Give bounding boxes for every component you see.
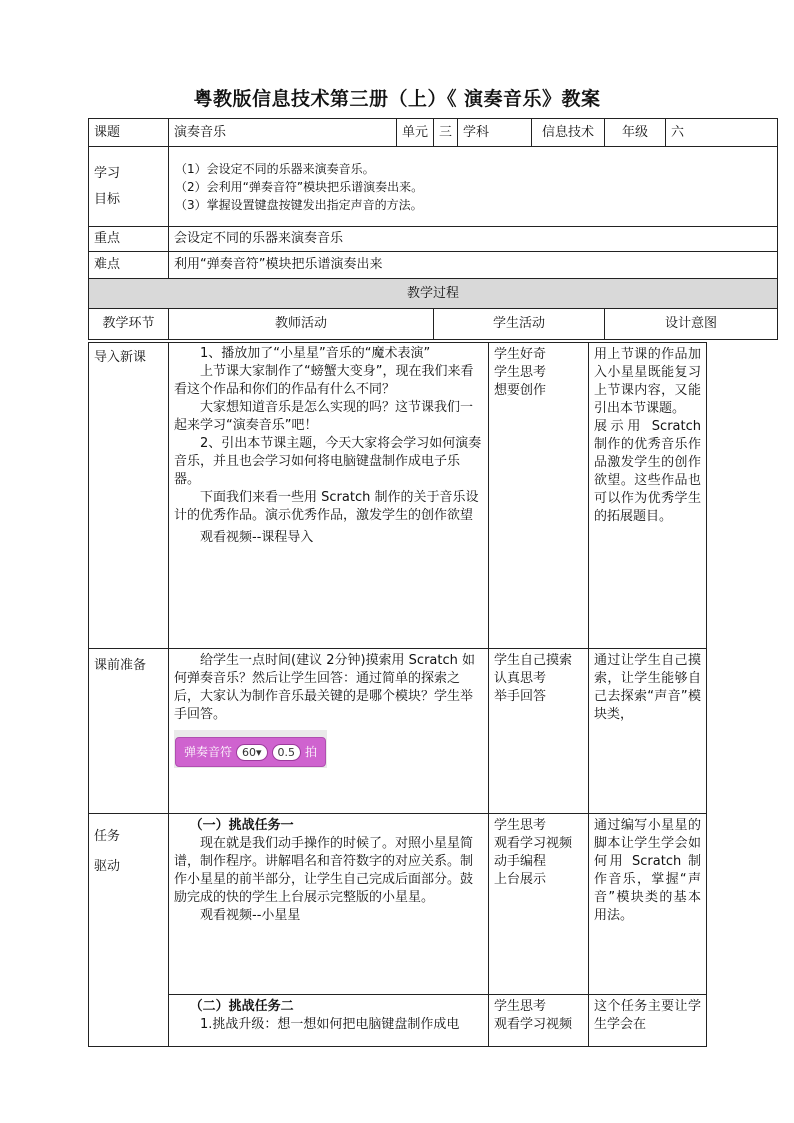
design-intent-prep: 通过让学生自己摸索，让学生能够自己去探索“声音”模块类，: [589, 649, 707, 814]
key-point-value: 会设定不同的乐器来演奏音乐: [169, 227, 778, 252]
difficulty-label: 难点: [89, 252, 169, 279]
subject-label: 学科: [458, 119, 532, 147]
student-activity-task2: 学生思考 观看学习视频: [489, 995, 589, 1047]
design-intent-intro: 用上节课的作品加入小星星既能复习上节课内容，又能引出本节课题。 展示用 Scratch 制作的优秀音乐作品激发学生的创作欲望。这些作品也可以作为优秀学生的拓展题目。: [589, 343, 707, 649]
process-row-task1: [89, 814, 707, 995]
beats-input: 0.5: [272, 744, 302, 761]
column-header-intent: 设计意图: [605, 309, 778, 340]
objective-item: （1）会设定不同的乐器来演奏音乐。: [175, 161, 375, 176]
unit-label: 单元: [397, 119, 434, 147]
column-header-teacher: 教师活动: [169, 309, 434, 340]
stage-task: 任务 驱动: [89, 814, 169, 1047]
subject-value: 信息技术: [532, 119, 605, 147]
process-row-intro: [89, 343, 707, 649]
objectives-row: [89, 147, 778, 227]
objective-item: （2）会利用“弹奏音符”模块把乐谱演奏出来。: [175, 179, 424, 194]
student-activity-intro: 学生好奇 学生思考 想要创作: [489, 343, 589, 649]
design-intent-task2: 这个任务主要让学生学会在: [589, 995, 707, 1047]
process-heading-row: [89, 279, 778, 309]
objective-item: （3）掌握设置键盘按键发出指定声音的方法。: [175, 197, 423, 212]
difficulty-value: 利用“弹奏音符”模块把乐谱演奏出来: [169, 252, 778, 279]
difficulty-row: [89, 252, 778, 279]
teacher-activity-prep: 给学生一点时间(建议 2分钟)摸索用 Scratch 如何弹奏音乐？然后让学生回答：通过简单的探索之后，大家认为制作音乐最关键的是哪个模块？学生举手回答。 弹奏音符 60▾ 0.5 拍: [169, 649, 489, 814]
topic-value: 演奏音乐: [169, 119, 397, 147]
grade-label: 年级: [605, 119, 666, 147]
objectives-label: 学习 目标: [89, 147, 169, 227]
design-intent-task1: 通过编写小星星的脚本让学生学会如何用 Scratch 制作音乐，掌握“声音”模块类的基本用法。: [589, 814, 707, 995]
topic-label: 课题: [89, 119, 169, 147]
key-point-row: [89, 227, 778, 252]
teacher-activity-task1: （一）挑战任务一 现在就是我们动手操作的时候了。对照小星星简谱，制作程序。讲解唱名和音符数字的对应关系。制作小星星的前半部分，让学生自己完成后面部分。鼓励完成的快的学生上台展示完整版的小星星。 观看视频--小星星: [169, 814, 489, 995]
block-label: 弹奏音符: [184, 745, 233, 759]
student-activity-prep: 学生自己摸索 认真思考 举手回答: [489, 649, 589, 814]
column-header-student: 学生活动: [434, 309, 605, 340]
student-activity-task1: 学生思考 观看学习视频 动手编程 上台展示: [489, 814, 589, 995]
stage-intro: 导入新课: [89, 343, 169, 649]
process-row-task2: [89, 995, 707, 1047]
process-row-prep: [89, 649, 707, 814]
beats-unit: 拍: [305, 745, 318, 759]
process-heading: 教学过程: [89, 279, 778, 309]
stage-prep: 课前准备: [89, 649, 169, 814]
process-table: [88, 342, 707, 1047]
note-dropdown: 60▾: [236, 744, 268, 761]
header-row: [89, 119, 778, 147]
key-point-label: 重点: [89, 227, 169, 252]
column-header-row: [89, 309, 778, 340]
teacher-activity-task2: （二）挑战任务二 1.挑战升级：想一想如何把电脑键盘制作成电: [169, 995, 489, 1047]
column-header-stage: 教学环节: [89, 309, 169, 340]
teacher-activity-intro: 1、播放加了“小星星”音乐的“魔术表演” 上节课大家制作了“螃蟹大变身”，现在我们来看看这个作品和你们的作品有什么不同？ 大家想知道音乐是怎么实现的吗？这节课我们一起来学习“演奏音乐”吧！ 2、引出本节课主题，今天大家将会学习如何演奏音乐，并且也会学习如何将电脑键盘制作成电子乐器。 下面我们来看一些用 Scratch 制作的关于音乐设计的优秀作品。演示优秀作品，激发学生的创作欲望 观看视频--课程导入: [169, 343, 489, 649]
grade-value: 六: [666, 119, 778, 147]
play-note-block: [174, 730, 327, 768]
unit-value: 三: [434, 119, 458, 147]
lesson-plan-table: [88, 118, 778, 340]
document-title: 粤教版信息技术第三册（上）《 演奏音乐》教案: [193, 88, 601, 110]
objectives-list: [169, 147, 778, 227]
